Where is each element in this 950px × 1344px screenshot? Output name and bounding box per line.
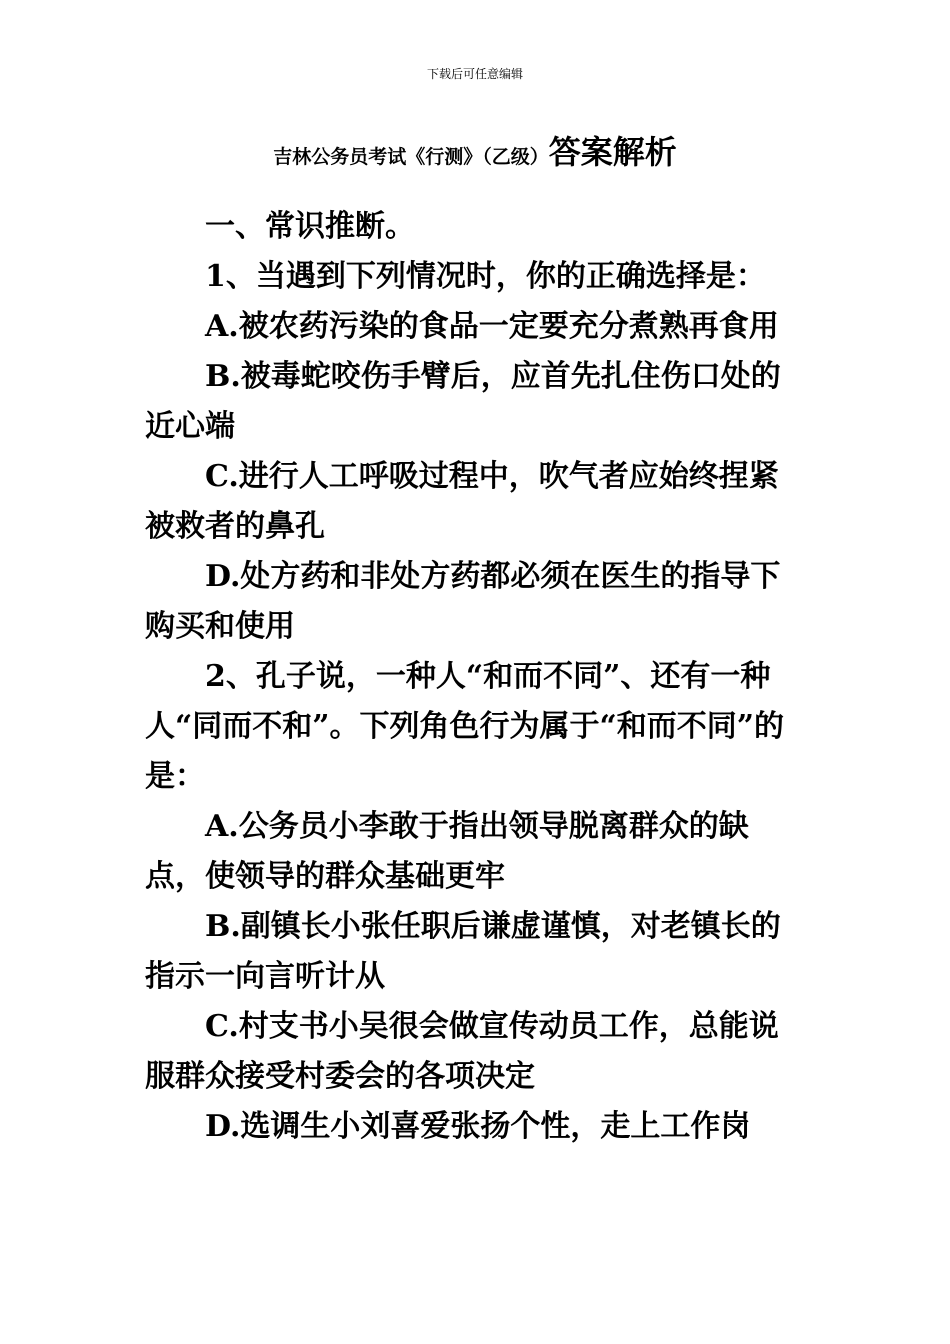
title-main: 吉林公务员考试《行测》（乙级） [273, 146, 549, 168]
answer-option: A.被农药污染的食品一定要充分煮熟再食用 [205, 309, 779, 344]
document-title [0, 130, 950, 180]
question-stem: 1、当遇到下列情况时，你的正确选择是： [205, 259, 766, 294]
answer-option: A.公务员小李敢于指出领导脱离群众的缺点，使领导的群众基础更牢 [145, 809, 749, 894]
header-note: 下载后可任意编辑 [426, 67, 523, 81]
document-body [145, 202, 805, 1152]
answer-option: D.处方药和非处方药都必须在医生的指导下购买和使用 [145, 559, 781, 644]
answer-option: B.被毒蛇咬伤手臂后，应首先扎住伤口处的近心端 [145, 359, 781, 444]
answer-option: C.进行人工呼吸过程中，吹气者应始终捏紧被救者的鼻孔 [145, 459, 779, 544]
answer-option: D.选调生小刘喜爱张扬个性，走上工作岗 [205, 1109, 751, 1144]
answer-option: B.副镇长小张任职后谦虚谨慎，对老镇长的指示一向言听计从 [145, 909, 781, 994]
answer-option: C.村支书小吴很会做宣传动员工作，总能说服群众接受村委会的各项决定 [145, 1009, 779, 1094]
question-stem: 2、孔子说，一种人“和而不同”、还有一种人“同而不和”。下列角色行为属于“和而不同”的是： [145, 659, 785, 794]
title-emphasis: 答案解析 [548, 133, 677, 171]
section-heading: 一、常识推断。 [205, 209, 415, 244]
